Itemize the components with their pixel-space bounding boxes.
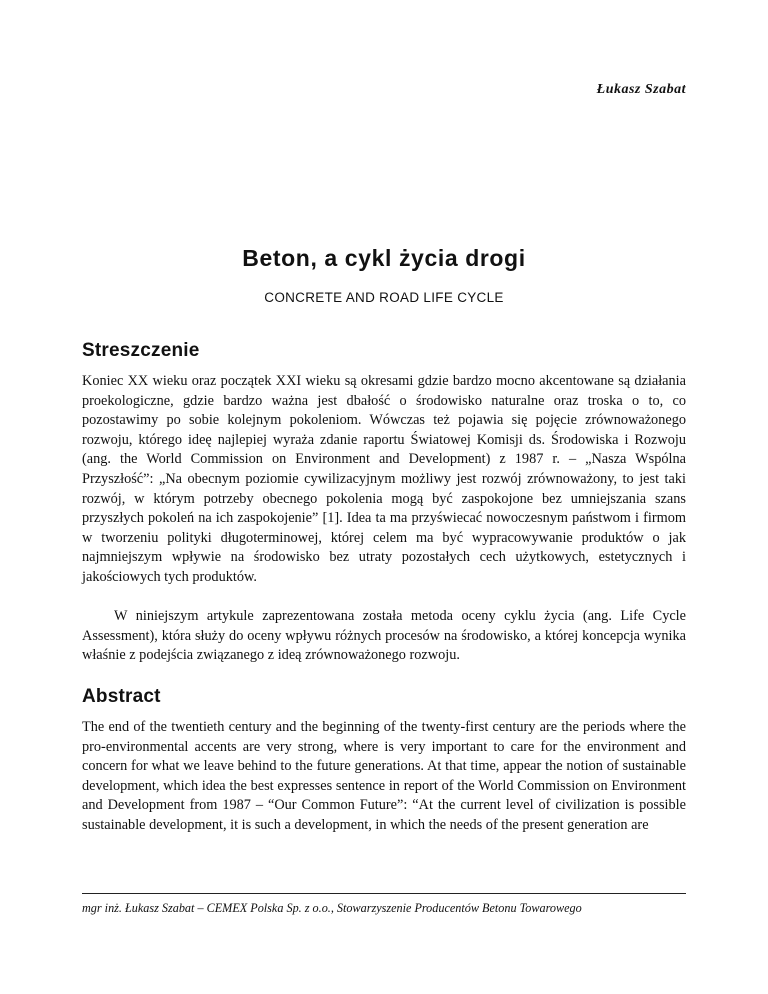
footnote-affiliation: mgr inż. Łukasz Szabat – CEMEX Polska Sp. z o.o., Stowarzyszenie Producentów Betonu Towarowego: [82, 901, 582, 915]
streszczenie-paragraph-2: W niniejszym artykule zaprezentowana została metoda oceny cyklu życia (ang. Life Cycle Assessment), która służy do oceny wpływu różnych procesów na środowisko, a której koncepcja wynika właśnie z podejścia związanego z ideą zrównoważonego rozwoju.: [82, 608, 686, 664]
streszczenie-paragraph-1: Koniec XX wieku oraz początek XXI wieku są okresami gdzie bardzo mocno akcentowane są działania proekologiczne, gdzie bardzo ważna jest dbałość o środowisko naturalne oraz troska o to, co pozostawimy po sobie kolejnym pokoleniom. Wówczas też pojawia się pojęcie zrównoważonego rozwoju, którego ideę najlepiej wyraża zdanie raportu Światowej Komisji ds. Środowiska i Rozwoju (ang. the World Commission on Environment and Development) z 1987 r. – „Nasza Wspólna Przyszłość”: „Na obecnym poziomie cywilizacyjnym możliwy jest rozwój zrównoważony, to jest taki rozwój, w którym potrzeby obecnego pokolenia mogą być zaspokojone bez umniejszania szans przyszłych pokoleń na ich zaspokojenie” [1]. Idea ta ma przyświecać nowoczesnym państwom i firmom w tworzeniu polityki długoterminowej, której celem ma być wypracowywanie produktów o jak najmniejszym wpływie na środowisko bez utraty pozostałych cech użytkowych, estetycznych i jakościowych tych produktów.: [82, 373, 686, 585]
abstract-paragraph-1: The end of the twentieth century and the beginning of the twenty-first century are the periods where the pro-environmental accents are very strong, where is very important to care for the environment and concern for what we leave behind to the future generations. At that time, appear the notion of sustainable development, which idea the best expresses sentence in report of the World Commission on Environment and Development from 1987 – “Our Common Future”: “At the current level of civilization is possible sustainable development, it is such a development, in which the needs of the present generation are: [82, 719, 686, 833]
article-subtitle: CONCRETE AND ROAD LIFE CYCLE: [264, 290, 504, 305]
section-heading-streszczenie: Streszczenie: [82, 340, 200, 361]
article-title: Beton, a cykl życia drogi: [242, 245, 526, 271]
document-page: [82, 0, 686, 994]
running-header-author: Łukasz Szabat: [596, 82, 686, 97]
footnote-divider: [82, 893, 686, 894]
section-heading-abstract: Abstract: [82, 686, 161, 707]
